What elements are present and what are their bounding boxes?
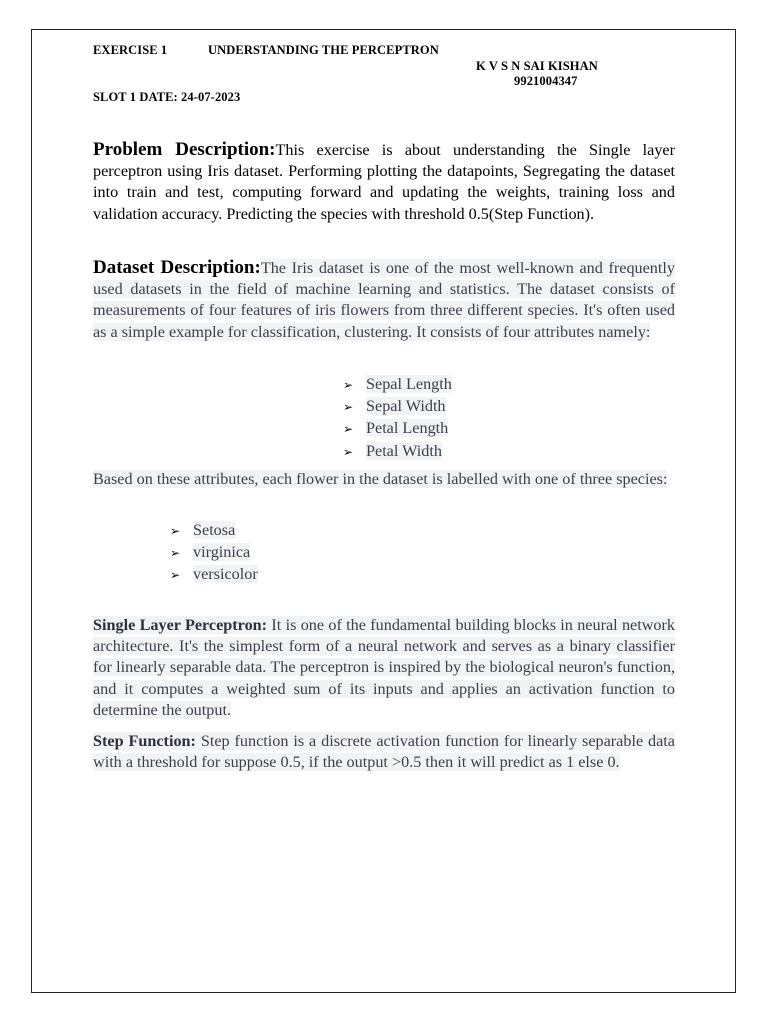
arrowhead-bullet-icon: ➢ bbox=[343, 400, 354, 415]
list-item: ➢ Sepal Width bbox=[343, 396, 452, 418]
arrowhead-bullet-icon: ➢ bbox=[170, 524, 181, 538]
problem-text: This exercise is about understanding the Single layer perceptron using Iris dataset. Performing plotting the datapoints, Segregating the dataset into train and test, computing forward and updating the weights, training loss and validation accuracy. Predicting the species with threshold 0.5(Step Function). bbox=[93, 141, 675, 223]
species-intro: Based on these attributes, each flower in the dataset is labelled with one of three species: bbox=[93, 470, 668, 488]
author-id: 9921004347 bbox=[514, 74, 578, 88]
author-name: K V S N SAI KISHAN bbox=[476, 59, 598, 73]
list-item: ➢ Sepal Length bbox=[343, 374, 452, 396]
exercise-title: UNDERSTANDING THE PERCEPTRON bbox=[208, 43, 439, 57]
problem-heading: Problem Description: bbox=[93, 139, 276, 160]
dataset-heading: Dataset Description: bbox=[93, 257, 261, 278]
exercise-number: EXERCISE 1 bbox=[93, 43, 168, 57]
arrowhead-bullet-icon: ➢ bbox=[343, 444, 354, 459]
slot-date: SLOT 1 DATE: 24-07-2023 bbox=[93, 90, 241, 104]
list-item: ➢ Petal Width bbox=[343, 441, 452, 463]
attribute-list bbox=[343, 374, 452, 463]
arrowhead-bullet-icon: ➢ bbox=[343, 422, 354, 437]
list-item: ➢ Petal Length bbox=[343, 418, 452, 440]
step-heading: Step Function: bbox=[93, 732, 196, 750]
list-item: ➢ versicolor bbox=[170, 564, 258, 586]
arrowhead-bullet-icon: ➢ bbox=[343, 378, 354, 392]
slp-text: It is one of the fundamental building blocks in neural network architecture. It's the simplest form of a neural network and serves as a binary classifier for linearly separable data. The perceptron is inspired by the biological neuron's function, and it computes a weighted sum of its inputs and applies an activation function to determine the output. bbox=[93, 616, 676, 719]
problem-description bbox=[93, 139, 675, 225]
dataset-text: The Iris dataset is one of the most well-known and frequently used datasets in the field of machine learning and statistics. The dataset consists of measurements of four features of iris flowers from three different species. It's often used as a simple example for classification, clustering. It consists of four attributes namely: bbox=[93, 259, 675, 341]
dataset-description bbox=[93, 257, 675, 343]
arrowhead-bullet-icon: ➢ bbox=[170, 568, 181, 583]
species-list bbox=[170, 520, 258, 587]
list-item: ➢ virginica bbox=[170, 542, 258, 564]
single-layer-perceptron-section bbox=[93, 615, 675, 721]
list-item: ➢ Setosa bbox=[170, 520, 258, 542]
slp-heading: Single Layer Perceptron: bbox=[93, 616, 268, 634]
step-text: Step function is a discrete activation function for linearly separable data with a threshold for suppose 0.5, if the output >0.5 then it will predict as 1 else 0. bbox=[93, 732, 675, 772]
arrowhead-bullet-icon: ➢ bbox=[170, 546, 181, 561]
step-function-section bbox=[93, 731, 675, 773]
